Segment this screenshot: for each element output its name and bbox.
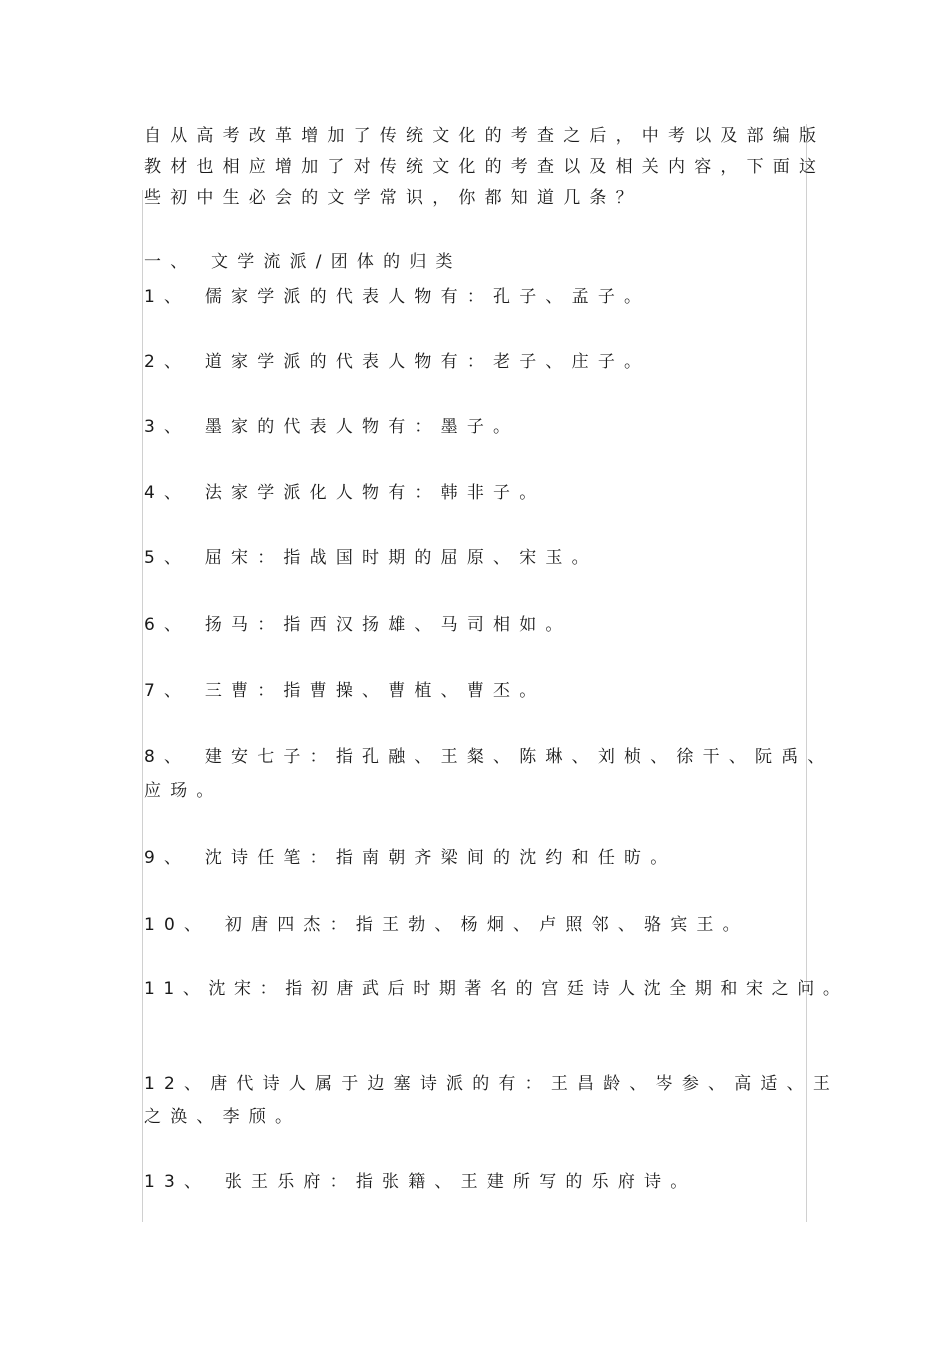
list-item-12-cont: 之涣、李颀。 (144, 1107, 302, 1127)
list-item-12: 12、唐代诗人属于边塞诗派的有：王昌龄、岑参、高适、王 (144, 1074, 840, 1094)
list-item-2: 2、 道家学派的代表人物有：老子、庄子。 (144, 352, 651, 372)
list-item-1: 1、 儒家学派的代表人物有：孔子、孟子。 (144, 287, 651, 307)
left-margin-rule (142, 190, 143, 1222)
intro-line-1: 自从高考改革增加了传统文化的考查之后，中考以及部编版 (144, 126, 826, 146)
list-item-7: 7、 三曹：指曹操、曹植、曹丕。 (144, 681, 546, 701)
list-item-13: 13、 张王乐府：指张籍、王建所写的乐府诗。 (144, 1172, 697, 1192)
list-item-4: 4、 法家学派化人物有：韩非子。 (144, 483, 546, 503)
list-item-6: 6、 扬马：指西汉扬雄、马司相如。 (144, 615, 572, 635)
section-title: 一、 文学流派/团体的归类 (144, 252, 462, 272)
intro-line-2: 教材也相应增加了对传统文化的考查以及相关内容，下面这 (144, 157, 826, 177)
intro-line-3: 些初中生必会的文学常识，你都知道几条？ (144, 188, 642, 208)
list-item-5: 5、 屈宋：指战国时期的屈原、宋玉。 (144, 548, 598, 568)
list-item-9: 9、 沈诗任笔：指南朝齐梁间的沈约和任昉。 (144, 848, 677, 868)
list-item-8: 8、 建安七子：指孔融、王粲、陈琳、刘桢、徐干、阮禹、 (144, 747, 834, 767)
list-item-10: 10、 初唐四杰：指王勃、杨炯、卢照邻、骆宾王。 (144, 915, 749, 935)
right-margin-rule (806, 124, 807, 1222)
list-item-8-cont: 应玚。 (144, 781, 223, 801)
list-item-3: 3、 墨家的代表人物有：墨子。 (144, 417, 520, 437)
list-item-11: 11、沈宋：指初唐武后时期著名的宫廷诗人沈全期和宋之问。 (144, 979, 849, 999)
